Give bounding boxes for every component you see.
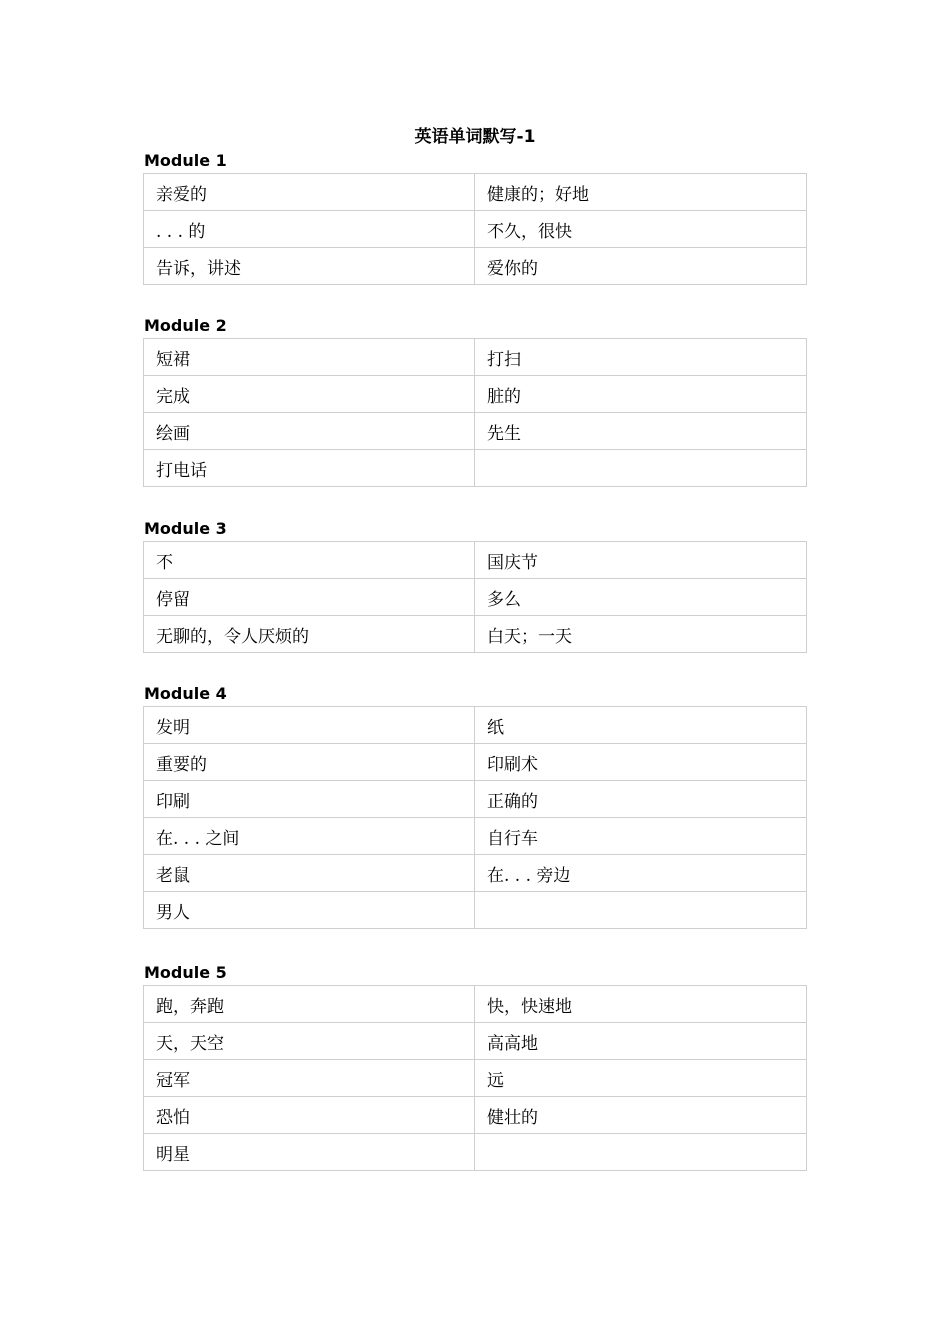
table-cell: 白天；一天 <box>475 616 807 653</box>
module-heading: Module 5 <box>144 963 227 982</box>
table-row <box>144 579 807 616</box>
table-cell: 亲爱的 <box>144 174 475 211</box>
table-cell: 纸 <box>475 707 807 744</box>
module-5-section <box>143 963 806 1171</box>
table-cell: 健康的；好地 <box>475 174 807 211</box>
table-cell: 不 <box>144 542 475 579</box>
table-cell: 在. . . 旁边 <box>475 855 807 892</box>
table-cell: 停留 <box>144 579 475 616</box>
table-cell: 冠军 <box>144 1060 475 1097</box>
table-row <box>144 616 807 653</box>
table-cell: 重要的 <box>144 744 475 781</box>
table-cell: 恐怕 <box>144 1097 475 1134</box>
table-cell: 在. . . 之间 <box>144 818 475 855</box>
table-cell: 多么 <box>475 579 807 616</box>
vocab-table <box>143 985 807 1171</box>
table-row <box>144 413 807 450</box>
table-cell: 男人 <box>144 892 475 929</box>
table-cell: 告诉，讲述 <box>144 248 475 285</box>
table-row <box>144 1060 807 1097</box>
table-cell: 高高地 <box>475 1023 807 1060</box>
module-3-section <box>143 519 806 653</box>
table-cell: 快，快速地 <box>475 986 807 1023</box>
table-cell <box>475 1134 807 1171</box>
table-cell: 远 <box>475 1060 807 1097</box>
table-cell: 自行车 <box>475 818 807 855</box>
table-row <box>144 248 807 285</box>
table-cell: 跑，奔跑 <box>144 986 475 1023</box>
table-cell <box>475 892 807 929</box>
table-cell: 正确的 <box>475 781 807 818</box>
table-row <box>144 542 807 579</box>
table-cell <box>475 450 807 487</box>
table-cell: . . . 的 <box>144 211 475 248</box>
table-row <box>144 744 807 781</box>
table-row <box>144 211 807 248</box>
vocab-table <box>143 706 807 929</box>
document-title: 英语单词默写-1 <box>414 127 536 147</box>
table-row <box>144 339 807 376</box>
module-2-section <box>143 316 806 487</box>
table-row <box>144 707 807 744</box>
table-cell: 健壮的 <box>475 1097 807 1134</box>
table-cell: 明星 <box>144 1134 475 1171</box>
table-row <box>144 1134 807 1171</box>
module-4-section <box>143 684 806 929</box>
table-cell: 国庆节 <box>475 542 807 579</box>
table-cell: 老鼠 <box>144 855 475 892</box>
table-row <box>144 376 807 413</box>
table-cell: 先生 <box>475 413 807 450</box>
table-row <box>144 174 807 211</box>
table-row <box>144 892 807 929</box>
vocab-table <box>143 338 807 487</box>
table-cell: 不久，很快 <box>475 211 807 248</box>
table-cell: 印刷 <box>144 781 475 818</box>
vocab-table <box>143 541 807 653</box>
table-row <box>144 450 807 487</box>
table-row <box>144 1097 807 1134</box>
table-cell: 发明 <box>144 707 475 744</box>
table-row <box>144 855 807 892</box>
table-cell: 印刷术 <box>475 744 807 781</box>
table-cell: 打扫 <box>475 339 807 376</box>
table-cell: 绘画 <box>144 413 475 450</box>
table-cell: 无聊的，令人厌烦的 <box>144 616 475 653</box>
table-row <box>144 818 807 855</box>
module-heading: Module 4 <box>144 684 227 703</box>
module-heading: Module 2 <box>144 316 227 335</box>
table-cell: 完成 <box>144 376 475 413</box>
table-cell: 打电话 <box>144 450 475 487</box>
vocab-table <box>143 173 807 285</box>
table-row <box>144 986 807 1023</box>
module-heading: Module 3 <box>144 519 227 538</box>
table-cell: 天，天空 <box>144 1023 475 1060</box>
table-cell: 爱你的 <box>475 248 807 285</box>
module-1-section <box>143 151 806 285</box>
module-heading: Module 1 <box>144 151 227 170</box>
table-cell: 脏的 <box>475 376 807 413</box>
table-cell: 短裙 <box>144 339 475 376</box>
table-row <box>144 781 807 818</box>
table-row <box>144 1023 807 1060</box>
